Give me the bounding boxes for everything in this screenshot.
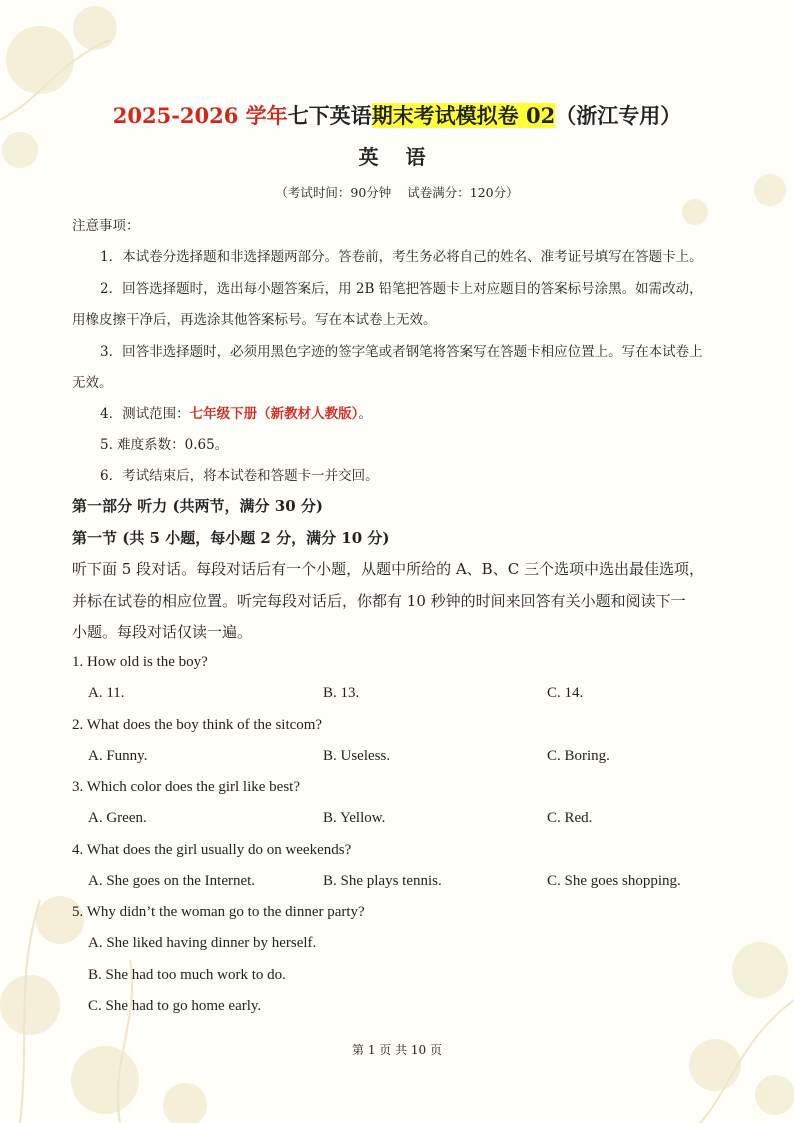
question-3-option-c: C. Red. [547, 810, 593, 826]
question-1-option-b: B. 13. [323, 685, 360, 701]
title-year: 2025-2026 学年 [112, 103, 288, 128]
notice-item-3b: 无效。 [72, 375, 113, 391]
directions-line-1: 听下面 5 段对话。每段对话后有一个小题，从题中所给的 A、B、C 三个选项中选出最佳选项， [72, 560, 704, 578]
question-5-option-a: A. She liked having dinner by herself. [88, 935, 317, 951]
question-2-stem: 2. What does the boy think of the sitcom? [72, 717, 323, 733]
question-3-option-a: A. Green. [88, 810, 147, 826]
section1-heading: 第一节 (共 5 小题，每小题 2 分，满分 10 分) [72, 529, 390, 547]
test-range: 七年级下册（新教材人教版） [189, 406, 359, 422]
question-4-option-b: B. She plays tennis. [323, 873, 442, 889]
question-1-stem: 1. How old is the boy? [72, 654, 208, 670]
question-1-option-a: A. 11. [88, 685, 125, 701]
question-4-option-c: C. She goes shopping. [547, 873, 681, 889]
title-region: （浙江专用） [555, 103, 682, 128]
question-4-stem: 4. What does the girl usually do on weekends? [72, 842, 352, 858]
exam-title [0, 100, 794, 132]
page-footer: 第 1 页 共 10 页 [352, 1043, 442, 1057]
notice-item-1: 1．本试卷分选择题和非选择题两部分。答卷前，考生务必将自己的姓名、准考证号填写在答题卡上。 [100, 249, 703, 265]
notice-item-4-prefix: 4．测试范围： [100, 406, 190, 422]
notice-item-2b: 用橡皮擦干净后，再选涂其他答案标号。写在本试卷上无效。 [72, 312, 437, 328]
notice-item-4 [100, 404, 372, 424]
exam-info: （考试时间：90分钟 试卷满分：120分） [275, 185, 519, 200]
notice-item-6: 6．考试结束后，将本试卷和答题卡一并交回。 [100, 468, 379, 484]
directions-line-3: 小题。每段对话仅读一遍。 [72, 623, 253, 641]
question-5-option-b: B. She had too much work to do. [88, 967, 286, 983]
notice-item-3a: 3．回答非选择题时，必须用黑色字迹的签字笔或者钢笔将答案写在答题卡相应位置上。写在本试卷上 [100, 344, 703, 360]
question-2-option-a: A. Funny. [88, 748, 148, 764]
question-1-option-c: C. 14. [547, 685, 584, 701]
notice-heading: 注意事项： [72, 218, 140, 234]
part1-heading: 第一部分 听力 (共两节，满分 30 分) [72, 497, 323, 515]
notice-item-4-suffix: 。 [358, 406, 372, 422]
notice-item-5: 5. 难度系数：0.65。 [100, 437, 229, 453]
question-4-option-a: A. She goes on the Internet. [88, 873, 256, 889]
directions-line-2: 并标在试卷的相应位置。听完每段对话后，你都有 10 秒钟的时间来回答有关小题和阅读下一 [72, 592, 686, 610]
question-5-stem: 5. Why didn’t the woman go to the dinner party? [72, 904, 365, 920]
question-3-stem: 3. Which color does the girl like best? [72, 779, 300, 795]
notice-item-2a: 2．回答选择题时，选出每小题答案后，用 2B 铅笔把答题卡上对应题目的答案标号涂黑。如需改动， [100, 281, 703, 297]
question-2-option-c: C. Boring. [547, 748, 610, 764]
question-3-option-b: B. Yellow. [323, 810, 386, 826]
subject-heading: 英 语 [358, 145, 436, 169]
title-highlight: 期末考试模拟卷 02 [371, 103, 556, 128]
title-subject: 七下英语 [287, 103, 372, 128]
question-5-option-c: C. She had to go home early. [88, 998, 262, 1014]
question-2-option-b: B. Useless. [323, 748, 391, 764]
